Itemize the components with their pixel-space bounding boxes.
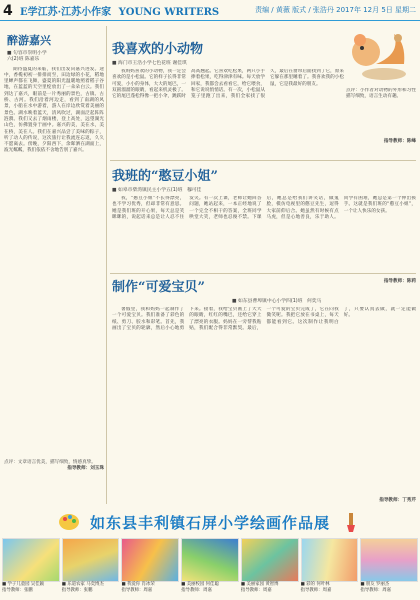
left-article-note: 点评：文章语言优美，描写细致，情感真挚。 bbox=[4, 459, 96, 465]
painting-item bbox=[300, 538, 359, 593]
painting-item bbox=[121, 538, 179, 593]
left-article bbox=[4, 30, 104, 510]
top-article-body: 我妈妈喜欢的小动物，我一定会喜欢的是小松鼠。它的样子长得非常可爱，小小的身体，大大的尾巴，一双圆溜溜的眼睛，看起来机灵极了。它的尾巴蓬松得像一把小伞，跳跃时高高翘起。它喜欢吃松果，两只小手捧着松果，吃得津津有味。每天放学回家，我都会去看看它，给它喂食，和它说说悄悄话。有一次，小松鼠从笼子里跑了出来，我们全家找了很久，最后在窗帘后面找到了它，原来它躲在那里睡着了。我喜欢我的小松鼠，它是我最好的朋友。 bbox=[112, 69, 344, 100]
top-article-title: 我喜欢的小动物 bbox=[112, 42, 204, 57]
edition-info: 责编 / 黄薇 版式 / 张浩丹 2017年 12月 5日 星期二 bbox=[255, 6, 416, 14]
section-title bbox=[20, 3, 219, 18]
mid-article-school: ■ 如皋市柴湾镇民主小学五(1)班 bbox=[112, 188, 183, 193]
section-rule bbox=[110, 160, 416, 161]
low-article-body: 暑假里，我和妈妈一起制作了一个可爱宝贝。我们准备了彩色的纸、剪刀、胶水和彩笔。首先，我画出了宝贝的轮廓，然后小心地剪下来。接着，我给宝贝画上了大大的眼睛，红红的嘴巴，还给它穿上了漂亮的衣服。妈妈在一旁帮我粘贴，我们配合得非常默契。最后，一个可爱的宝贝完成了，它在向我微笑呢。我把它放在书桌上，每天都能看到它。这次制作让我明白了，只要认真去做，就一定能做好。 bbox=[112, 307, 416, 331]
painting-image bbox=[301, 538, 359, 582]
top-article-byline bbox=[112, 59, 344, 66]
painting-teacher: 指导教师：周嘉 bbox=[181, 588, 212, 593]
low-article-author: 何奕马 bbox=[306, 299, 322, 304]
page-number: 4 bbox=[3, 3, 13, 19]
mid-article-author: 穆可佳 bbox=[186, 188, 202, 193]
left-article-body: 期待盛夏的来临，我们出发向嘉兴进发。途中，香榄初初一排排而至，田边绿的小花，稻地里蝉声都在飞舞，盛夏的阳光温暖地照着稻子谷地，在蓝蓝的天空里绽放出了一朵朵白云。我们到达了嘉兴，眼前是一片秀丽的景色，古镇、古桥、古河。我们沿着河边走，看到了南湖的风景，小船在水中游着，游人在岸边欣赏着美丽的景色。湖水映着蓝天，清风吹过，湖面泛起阵阵涟漪。我们又去了烟雨楼，登上高处，远望湖光山色，仿佛置身于画中。嘉兴的美，美在水，美在桥，美在人。我们在嘉兴品尝了美味的粽子，听了动人的传说，这次旅行让我流连忘返，久久不愿离去。傍晚，夕阳西下，余晖洒在湖面上，波光粼粼，我们依依不舍地告别了嘉兴。 bbox=[4, 66, 104, 154]
paint-brush-icon bbox=[340, 511, 362, 533]
painting-image bbox=[360, 538, 418, 582]
painting-teacher: 指导教师：张鹏 bbox=[61, 588, 93, 593]
painting-image bbox=[2, 538, 60, 582]
top-article-school: ■ 海门市王浩小学七色花班 bbox=[112, 61, 171, 66]
mid-article bbox=[112, 165, 416, 284]
left-article-title: 醉游嘉兴 bbox=[7, 34, 51, 47]
painting-item bbox=[61, 538, 120, 593]
painting-teacher: 指导教师：周嘉 bbox=[360, 588, 392, 593]
mid-article-title: 我班的“憨豆小姐” bbox=[112, 169, 218, 184]
paintings-row bbox=[2, 538, 418, 593]
painting-teacher: 指导教师：张鹏 bbox=[2, 588, 33, 593]
squirrel-illustration bbox=[346, 24, 416, 86]
painting-caption: ■ 朋友 罗丽杰 bbox=[360, 582, 390, 587]
painting-image bbox=[121, 538, 179, 582]
painting-image bbox=[181, 538, 239, 582]
mid-article-body: 我，“憨豆小姐”不长得漂亮，也不学习优秀，但却非常有意思。她是我们班的开心果，每天总是笑眯眯的，说起话来总是让人忍不住发笑。有一次上课，老师让她回答问题，她站起来，一本正经地说了一个完全不相干的答案，全班同学哄堂大笑，老师也忍俊不禁。下课后，她总是给我们讲笑话，做鬼脸，模仿电视里的憨豆先生，逗得大家前仰后合。她虽然有时候有点马虎，但是心地善良，乐于助人。同学有困难，她总是第一个伸出援手。这就是我们班的“憨豆小姐”，一个让人快乐的女孩。 bbox=[112, 196, 416, 220]
painting-caption: ■ 我爱你 肖冰荣 bbox=[121, 582, 155, 587]
mid-article-byline bbox=[112, 186, 416, 193]
low-article-byline bbox=[232, 297, 416, 304]
top-article-author: 谢佳琪 bbox=[172, 61, 187, 66]
low-article bbox=[112, 276, 416, 503]
left-article-author: 六(2)班 陈嘉乐 bbox=[7, 57, 40, 63]
mid-article-teacher: 指导教师：陈莉 bbox=[383, 279, 416, 284]
painting-caption: ■ 美丽家园 黄智博 bbox=[240, 582, 279, 587]
top-article-note: 点评：小作者对动物的外形和习性描写细致，语言生动有趣。 bbox=[346, 88, 416, 100]
painting-teacher: 指导教师：周嘉 bbox=[121, 588, 153, 593]
painting-item bbox=[360, 538, 418, 593]
painting-teacher: 指导教师：周嘉 bbox=[300, 588, 332, 593]
section-title-en: YOUNG WRITERS bbox=[118, 7, 220, 18]
top-article bbox=[112, 38, 344, 177]
painting-image bbox=[62, 538, 120, 582]
low-article-school: ■ 如东县曹埠镇中心小学四(1)班 bbox=[232, 299, 303, 304]
top-article-teacher: 指导教师：陈峰 bbox=[383, 139, 416, 144]
painting-caption: ■ 美丽校园 何佳聪 bbox=[181, 582, 219, 587]
section-rule-2 bbox=[110, 273, 416, 274]
left-article-school: ■ 句容市崇明小学 bbox=[7, 51, 47, 56]
low-article-title: 制作“可爱宝贝” bbox=[112, 280, 205, 295]
painting-image bbox=[241, 538, 299, 582]
section-title-cn: E学江苏·江苏小作家 bbox=[20, 7, 112, 18]
painting-caption: ■ 彩的 何叶林 bbox=[300, 582, 330, 587]
painting-item bbox=[2, 538, 60, 593]
low-article-teacher: 指导教师：丁秀芹 bbox=[379, 498, 416, 503]
painting-caption: ■ 乐道农家 马奕博杰 bbox=[61, 582, 104, 587]
exhibition-banner bbox=[0, 507, 420, 537]
left-article-teacher: 指导教师：刘玉珠 bbox=[67, 465, 104, 471]
painting-item bbox=[240, 538, 299, 593]
painting-caption: ■ 学子儿童园 吴佳颖 bbox=[2, 582, 45, 587]
painting-teacher: 指导教师：周嘉 bbox=[240, 588, 272, 593]
exhibition-title: 如东县丰利镇石屏小学绘画作品展 bbox=[89, 513, 330, 532]
paint-palette-icon bbox=[58, 511, 80, 533]
painting-item bbox=[181, 538, 239, 593]
column-divider bbox=[106, 26, 107, 504]
